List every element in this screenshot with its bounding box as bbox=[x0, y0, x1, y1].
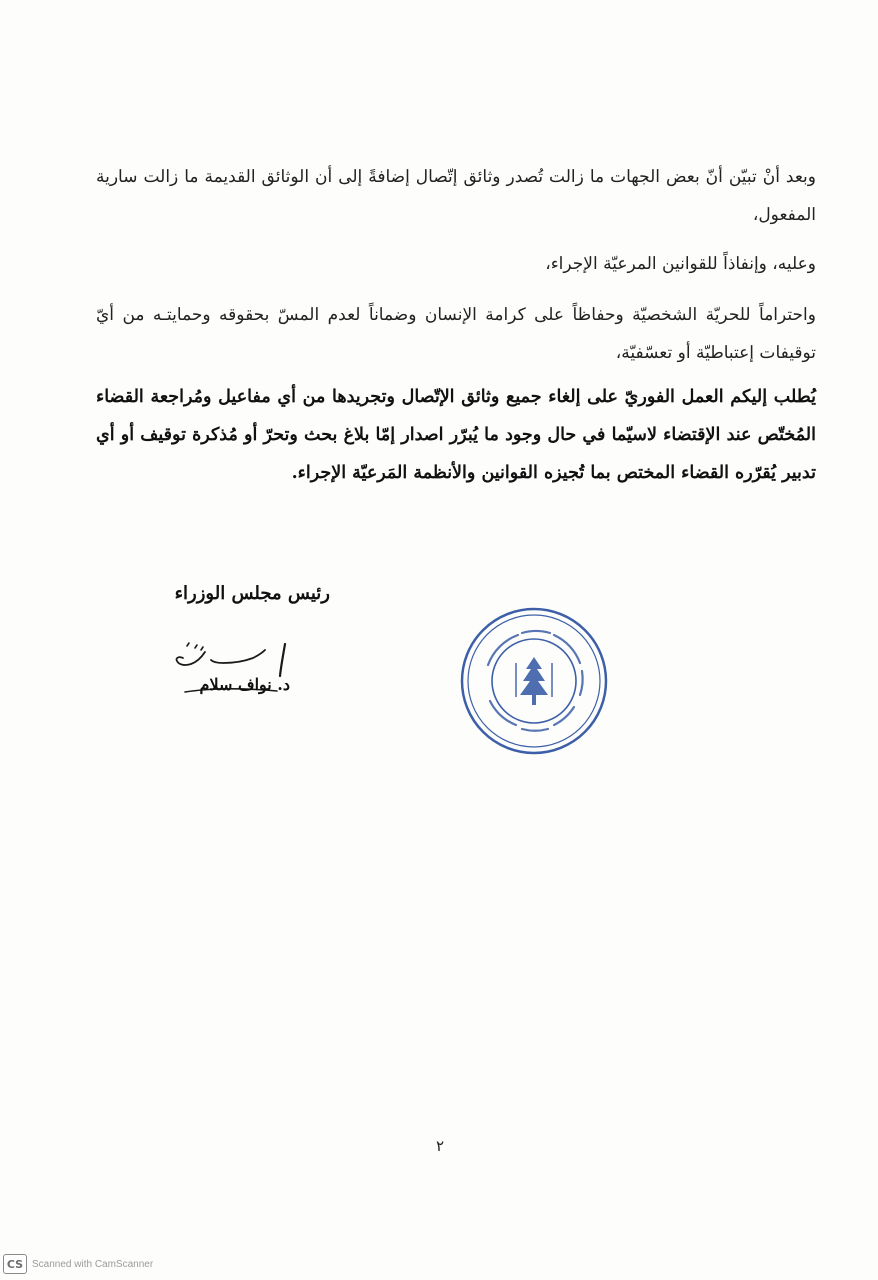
scanner-watermark bbox=[0, 1253, 153, 1275]
scanner-label: Scanned with CamScanner bbox=[32, 1258, 154, 1270]
official-stamp-icon bbox=[458, 605, 610, 757]
page-number: ٢ bbox=[435, 1137, 445, 1155]
handwritten-signature-icon bbox=[165, 628, 295, 708]
paragraph-1: وبعد أنْ تبيّن أنّ بعض الجهات ما زالت تُصدر وثائق إتّصال إضافةً إلى أن الوثائق القديمة ما زالت سارية المفعول، bbox=[96, 167, 816, 225]
paragraph-2: وعليه، وإنفاذاً للقوانين المرعيّة الإجراء، bbox=[545, 254, 816, 274]
paragraph-request: يُطلب إليكم العمل الفوريّ على إلغاء جميع وثائق الإتّصال وتجريدها من أي مفاعيل ومُراجعة القضاء المُختّص عند الإقتضاء لاسيّما في حال وجود ما يُبرّر اصدار إمّا بلاغ بحث وتحرّ أو مُذكرة توقيف أو أي تدبير يُقرّره القضاء المختص بما تُجيزه القوانين والأنظمة المَرعيّة الإجراء. bbox=[96, 387, 816, 483]
camscanner-logo-icon: CS bbox=[3, 1254, 27, 1274]
signature-title: رئيس مجلس الوزراء bbox=[174, 583, 330, 604]
signatory-name: د. نواف سلام bbox=[199, 675, 290, 694]
paragraph-3: واحتراماً للحريّة الشخصيّة وحفاظاً على كرامة الإنسان وضماناً لعدم المسّ بحقوقه وحمايتـه من أيّ توقيفات إعتباطيّة أو تعسّفيّة، bbox=[96, 305, 816, 363]
